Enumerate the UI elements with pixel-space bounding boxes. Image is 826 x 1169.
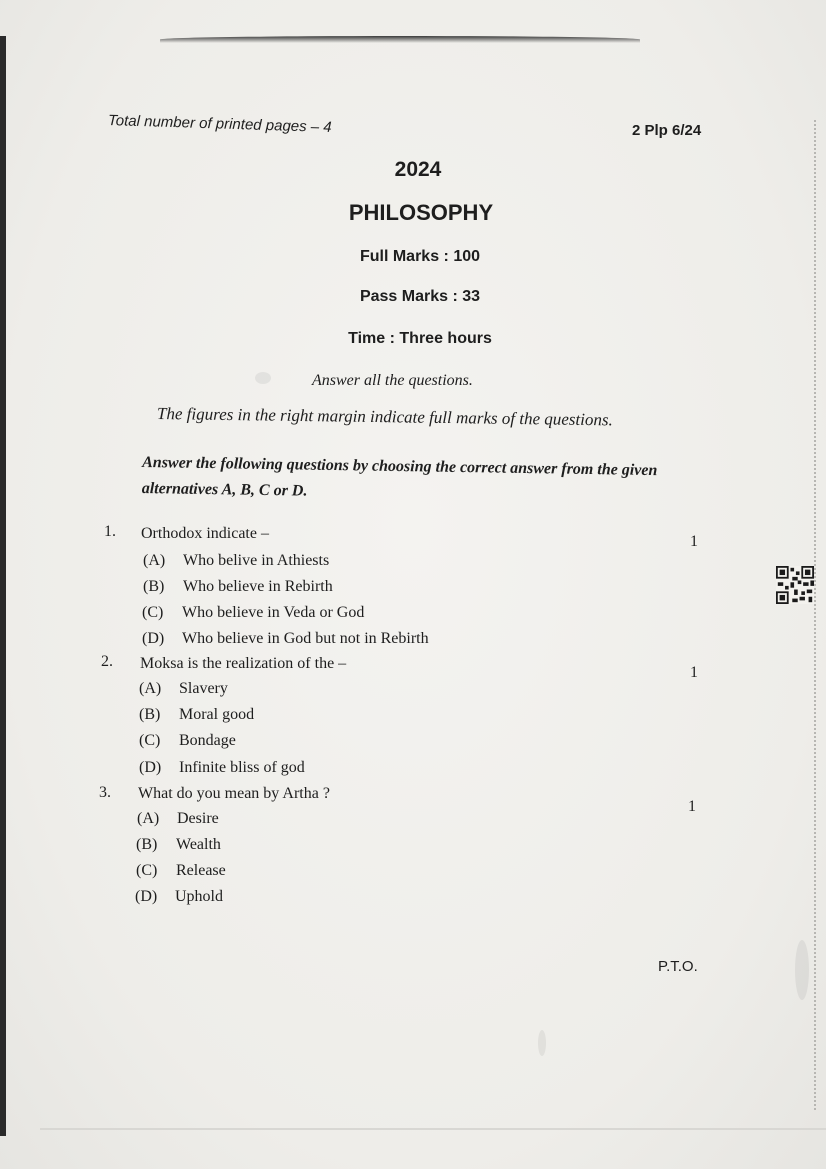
option-2d [139, 759, 305, 777]
option-label: (A) [143, 552, 166, 569]
option-text: Who believe in Veda or God [182, 604, 365, 621]
smudge [255, 372, 271, 384]
scan-top-shadow [160, 36, 640, 43]
instruction-choose-answer: Answer the following questions by choosing the correct answer from the given alternatives A, B, C or D. [141, 454, 658, 500]
full-marks: Full Marks : 100 [359, 248, 481, 265]
option-label: (B) [136, 836, 158, 853]
please-turn-over: P.T.O. [658, 958, 698, 975]
option-1d [142, 630, 429, 648]
option-label: (D) [135, 888, 158, 905]
smudge [795, 940, 809, 1000]
option-3b [136, 836, 221, 854]
option-label: (A) [139, 680, 162, 697]
option-text: Moral good [179, 706, 255, 723]
option-3c [136, 862, 226, 880]
time-allowed: Time : Three hours [348, 330, 492, 347]
option-label: (C) [142, 604, 164, 621]
option-label: (B) [139, 706, 161, 723]
question-text: Moksa is the realization of the – [140, 655, 347, 672]
option-text: Who belive in Athiests [183, 552, 330, 569]
printed-pages-note: Total number of printed pages – 4 [107, 112, 332, 137]
option-label: (C) [139, 732, 161, 749]
option-text: Bondage [179, 732, 236, 749]
question-number: 2. [101, 653, 113, 670]
option-text: Uphold [175, 888, 223, 905]
question-marks: 1 [690, 664, 698, 681]
paper-code: 2 Plp 6/24 [632, 122, 702, 139]
option-1a [143, 552, 329, 570]
instruction-answer-all: Answer all the questions. [312, 372, 473, 389]
option-text: Release [176, 862, 226, 879]
option-label: (B) [143, 578, 165, 595]
option-label: (A) [137, 810, 160, 827]
option-2a [139, 680, 228, 698]
option-text: Infinite bliss of god [179, 759, 305, 776]
option-3a [137, 810, 219, 828]
option-text: Wealth [176, 836, 221, 853]
scan-bottom-edge [40, 1128, 826, 1130]
option-text: Who believe in Rebirth [183, 578, 333, 595]
smudge [538, 1030, 546, 1056]
option-2c [139, 732, 236, 750]
question-text: Orthodox indicate – [141, 525, 269, 542]
perforated-right-border [814, 120, 816, 1110]
option-label: (D) [139, 759, 162, 776]
subject-title: PHILOSOPHY [348, 200, 494, 225]
option-2b [139, 706, 254, 724]
option-1b [143, 578, 333, 596]
option-1c [142, 604, 364, 622]
qr-code-icon [776, 566, 814, 604]
question-marks: 1 [688, 798, 696, 815]
exam-year: 2024 [394, 158, 442, 181]
option-text: Slavery [179, 680, 228, 697]
option-3d [135, 888, 223, 906]
pass-marks: Pass Marks : 33 [359, 288, 481, 305]
question-number: 3. [99, 784, 111, 801]
question-number: 1. [104, 523, 116, 540]
instruction-margin-marks: The figures in the right margin indicate full marks of the questions. [156, 404, 613, 430]
option-label: (D) [142, 630, 165, 647]
question-marks: 1 [690, 533, 698, 550]
option-text: Who believe in God but not in Rebirth [182, 630, 429, 647]
question-text: What do you mean by Artha ? [138, 785, 330, 802]
option-text: Desire [177, 810, 219, 827]
option-label: (C) [136, 862, 158, 879]
